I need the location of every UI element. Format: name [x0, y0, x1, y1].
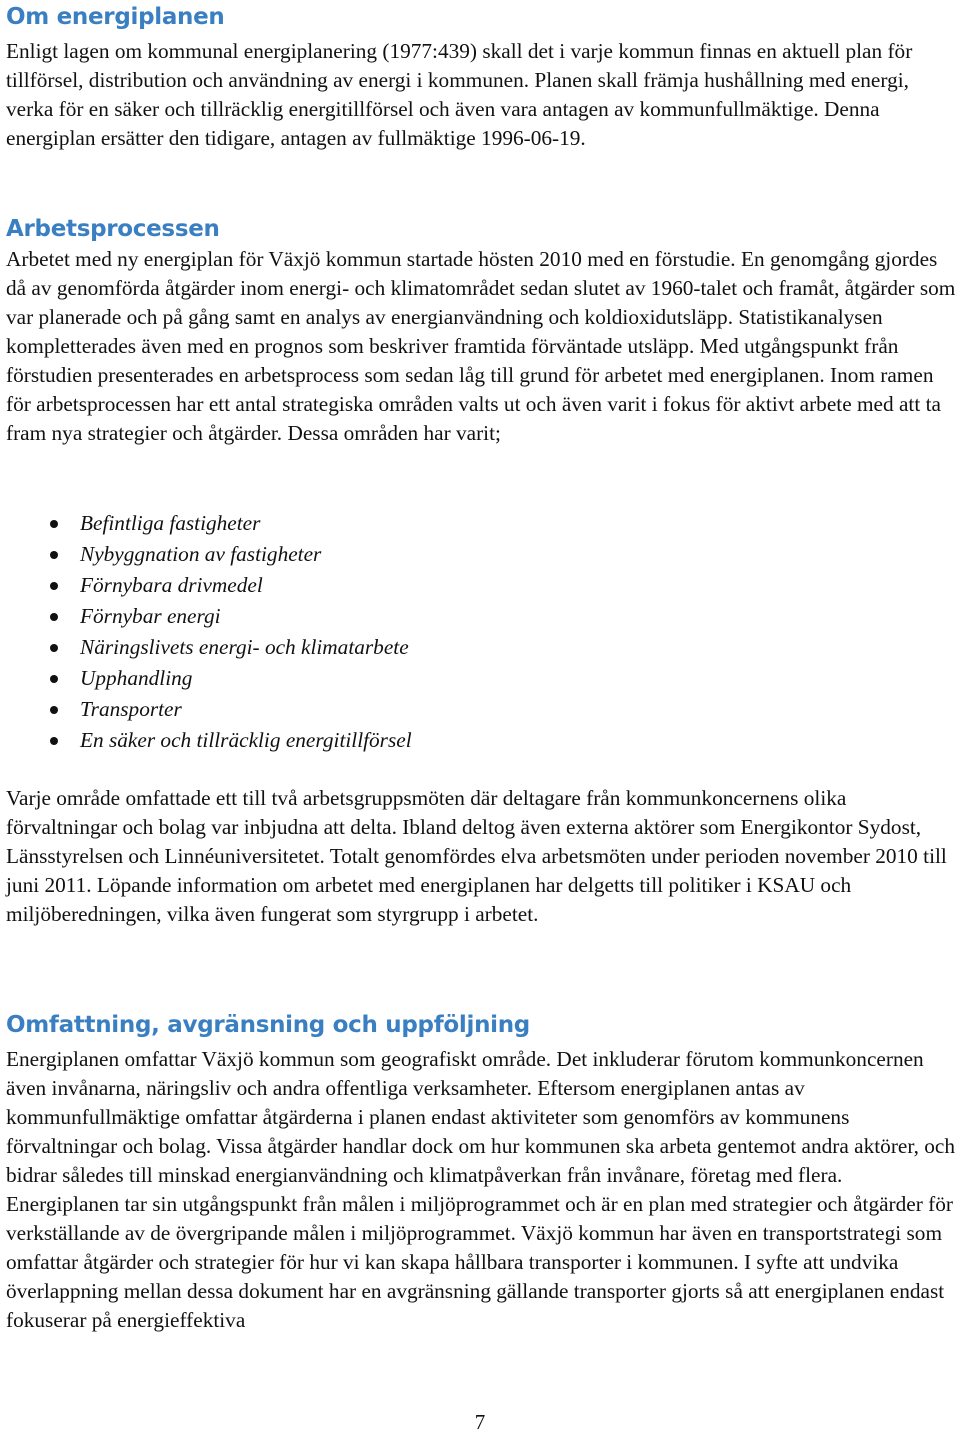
bullet-icon — [50, 613, 58, 621]
list-item — [6, 632, 412, 663]
list-item — [6, 663, 412, 694]
page-number: 7 — [474, 1410, 486, 1434]
list-item-label: Transporter — [80, 697, 182, 721]
list-item — [6, 725, 412, 756]
list-item-label: Förnybar energi — [80, 604, 221, 628]
paragraph-omfattning: Energiplanen omfattar Växjö kommun som geografiskt område. Det inkluderar förutom kommunkoncernen även invånarna, näringsliv och andra offentliga verksamheter. Eftersom energiplanen antas av kommunfullmäktige omfattar åtgärderna i planen endast aktiviteter som genomförs av kommunens förvaltningar och bolag. Vissa åtgärder handlar dock om hur kommunen ska arbeta gentemot andra aktörer, och bidrar således till minskad energianvändning och klimatpåverkan från invånare, företag med flera. Energiplanen tar sin utgångspunkt från målen i miljöprogrammet och är en plan med strategier och åtgärder för verkställande av de övergripande målen i miljöprogrammet. Växjö kommun har även en transportstrategi som omfattar åtgärder och strategier för hur vi kan skapa hållbara transporter i kommunen. I syfte att undvika överlappning mellan dessa dokument har en avgränsning gällande transporter gjorts så att energiplanen endast fokuserar på energieffektiva — [6, 1047, 956, 1332]
list-item — [6, 570, 412, 601]
section-heading-om-energiplanen: Om energiplanen — [6, 4, 225, 30]
paragraph-arbetsgruppsmoten: Varje område omfattade ett till två arbetsgruppsmöten där deltagare från kommunkoncernens olika förvaltningar och bolag var inbjudna att delta. Ibland deltog även externa aktörer som Energikontor Sydost, Länsstyrelsen och Linnéuniversitetet. Totalt genomfördes elva arbetsmöten under perioden november 2010 till juni 2011. Löpande information om arbetet med energiplanen har delgetts till politiker i KSAU och miljöberedningen, vilka även fungerat som styrgrupp i arbetet. — [6, 786, 947, 926]
paragraph-om-energiplanen: Enligt lagen om kommunal energiplanering (1977:439) skall det i varje kommun finnas en aktuell plan för tillförsel, distribution och användning av energi i kommunen. Planen skall främja hushållning med energi, verka för en säker och tillräcklig energitillförsel och även vara antagen av kommunfullmäktige. Denna energiplan ersätter den tidigare, antagen av fullmäktige 1996-06-19. — [6, 39, 913, 150]
bullet-icon — [50, 675, 58, 683]
list-item — [6, 508, 412, 539]
list-item-label: Nybyggnation av fastigheter — [80, 542, 322, 566]
bullet-icon — [50, 551, 58, 559]
list-item-label: Upphandling — [80, 666, 193, 690]
bullet-icon — [50, 706, 58, 714]
section-heading-arbetsprocessen: Arbetsprocessen — [6, 216, 220, 242]
section-heading-omfattning: Omfattning, avgränsning och uppföljning — [6, 1012, 530, 1038]
list-item-label: En säker och tillräcklig energitillförsel — [80, 728, 412, 752]
bullet-icon — [50, 582, 58, 590]
paragraph-arbetsprocessen: Arbetet med ny energiplan för Växjö kommun startade hösten 2010 med en förstudie. En genomgång gjordes då av genomförda åtgärder inom energi- och klimatområdet sedan slutet av 1960-talet och framåt, åtgärder som var planerade och på gång samt en analys av energianvändning och koldioxidutsläpp. Statistikanalysen kompletterades även med en prognos som beskriver framtida förväntade utsläpp. Med utgångspunkt från förstudien presenterades en arbetsprocess som sedan låg till grund för arbetet med energiplanen. Inom ramen för arbetsprocessen har ett antal strategiska områden valts ut och även varit i fokus för aktivt arbete med att ta fram nya strategier och åtgärder. Dessa områden har varit; — [6, 247, 956, 445]
bullet-icon — [50, 737, 58, 745]
bullet-icon — [50, 520, 58, 528]
list-item — [6, 601, 412, 632]
list-item-label: Förnybara drivmedel — [80, 573, 263, 597]
strategic-areas-list — [6, 508, 412, 756]
bullet-icon — [50, 644, 58, 652]
list-item-label: Befintliga fastigheter — [80, 511, 261, 535]
list-item — [6, 539, 412, 570]
list-item — [6, 694, 412, 725]
list-item-label: Näringslivets energi- och klimatarbete — [80, 635, 409, 659]
